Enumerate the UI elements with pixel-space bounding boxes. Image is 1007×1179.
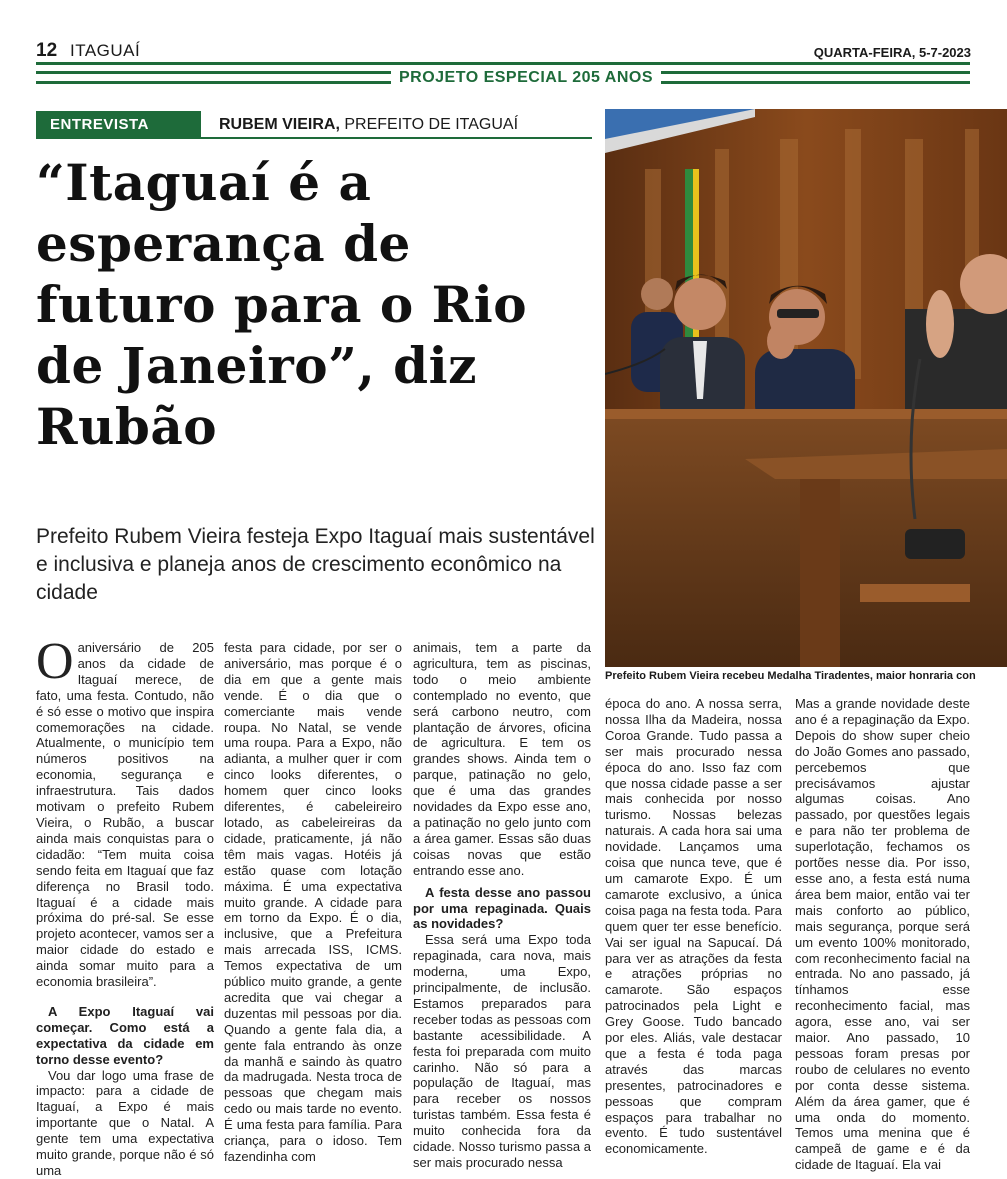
- paragraph: aniversário de 205 anos da cidade de Itaguaí merece, de fato, uma festa. Contudo, não é só esse o motivo que inspira comemorações na cidade. Atualmente, o município tem números positivos na economia, segurança e infraestrutura. Tais dados motivam o prefeito Rubem Vieira, o Rubão, a buscar ainda mais conquistas para o cidadão: “Tem muita coisa sendo feita em Itaguaí que faz diferença no Brasil todo. Itaguaí é a cidade mais próxima do pré-sal. Se esse projeto acontecer, vamos ser a maior cidade do estado e ainda somar muito para a economia brasileira”.: [36, 640, 214, 990]
- paragraph: época do ano. A nossa serra, nossa Ilha da Madeira, nossa Coroa Grande. Tudo passa a ser mais procurado nessa época do ano. Isso faz com que nossa cidade passe a ser mais conhecida por nosso turismo. Nossas belezas naturais. A cada hora sai uma novidade. Lançamos uma coisa que nunca teve, que é um camarote Expo. É um camarote exclusivo, a única coisa paga na festa toda. Para quem quer ter esse benefício. Vai ser igual na Sapucaí. Dá para ver as atrações da festa e atrações próprias no camarote. São espaços patrocinados pela Light e Grey Goose. Tudo bancado por eles. Aliás, vale destacar que a festa é toda paga através das marcas presentes, patrocinadores e pessoas que compram espaços para trabalhar no evento. É tudo sustentável economicamente.: [605, 696, 782, 1157]
- interview-question: A Expo Itaguaí vai começar. Como está a expectativa da cidade em torno desse evento?: [36, 1003, 214, 1067]
- interview-tag: ENTREVISTA: [36, 111, 201, 139]
- article-column-2: [224, 640, 402, 1165]
- interview-question: A festa desse ano passou por uma repaginada. Quais as novidades?: [413, 884, 591, 932]
- section-name: ITAGUAÍ: [70, 41, 141, 60]
- paragraph: Mas a grande novidade deste ano é a repaginação da Expo. Depois do show super cheio do João Gomes ano passado, percebemos que precisávamos ajustar algumas coisas. Ano passado, por questões legais e para não ter problema de superlotação, fechamos os portões nesse dia. Por isso, esse ano, a festa está numa área bem maior, então vai ter mais conforto ao público, mais segurança, porque será um evento 100% monitorado, com reconhecimento facial na entrada. No ano passado, já tínhamos esse reconhecimento facial, mas agora, esse ano, vai ser maior. Ano passado, 10 pessoas foram presas por roubo de celulares no evento por conta desse sistema. Além da área gamer, que é uma onda do momento. Temos uma menina que é campeã de game e é da cidade de Itaguaí. Ela vai: [795, 696, 970, 1173]
- kicker-underline: [201, 137, 592, 139]
- article-column-4: [605, 696, 782, 1157]
- photo-caption: Prefeito Rubem Vieira recebeu Medalha Tiradentes, maior honraria con: [605, 670, 976, 682]
- interviewee-role: PREFEITO DE ITAGUAÍ: [339, 116, 519, 133]
- article-column-5: [795, 696, 970, 1173]
- interviewee: [219, 116, 518, 134]
- headline: “Itaguaí é a esperança de futuro para o Rio de Janeiro”, diz Rubão: [36, 153, 528, 456]
- paragraph: animais, tem a parte da agricultura, tem as piscinas, todo o meio ambiente contemplado no evento, que será carbono neutro, com plantação de árvores, oficina de agricultura. E tem os grandes shows. Ainda tem o parque, patinação no gelo, que é uma das grandes novidades da Expo esse ano, a patinação no gelo junto com a área gamer. Essas são duas coisas novas que estão entrando esse ano.: [413, 640, 591, 878]
- header-rule: [36, 62, 970, 65]
- interviewee-name: RUBEM VIEIRA,: [219, 116, 340, 133]
- deck: Prefeito Rubem Vieira festeja Expo Itaguaí mais sustentável e inclusiva e planeja anos de crescimento econômico na cidade: [36, 525, 595, 604]
- ceremony-photo: [605, 109, 1007, 667]
- page-number: 12: [36, 40, 58, 61]
- paragraph: Essa será uma Expo toda repaginada, cara nova, mais moderna, uma Expo, principalmente, de inclusão. Estamos preparados para receber todas as pessoas com bastante acessibilidade. A festa foi preparada com muito carinho. Não só para a população de Itaguaí, mas para receber os nossos turistas também. Essa festa é muito conhecida fora da cidade. Nosso turismo passa a ser mais procurado nessa: [413, 932, 591, 1170]
- article-column-3: [413, 640, 591, 1171]
- issue-date: QUARTA-FEIRA, 5-7-2023: [813, 45, 971, 60]
- drop-cap: O: [36, 633, 74, 690]
- paragraph: Vou dar logo uma frase de impacto: para a cidade de Itaguaí, a Expo é mais importante que o Natal. A gente tem uma expectativa muito grande, porque não é só uma: [36, 1067, 214, 1178]
- article-column-1: [36, 633, 214, 1179]
- band-title: PROJETO ESPECIAL 205 ANOS: [391, 68, 661, 88]
- interview-kicker: [36, 111, 592, 139]
- section-band: [36, 68, 970, 88]
- paragraph: festa para cidade, por ser o aniversário, mas porque é o dia em que a gente mais vende. É o dia que o comerciante mais vende roupa. No Natal, se vende uma roupa. Para a Expo, não adianta, a mulher quer ir com cinco looks diferentes, o homem quer cinco looks diferentes, é cabeleireiro lotado, as cabeleireiras da cidade, praticamente, já não têm mais vagas. Hotéis já estão quase com lotação máxima. É uma expectativa muito grande. A cidade para em torno da Expo. É o dia, inclusive, que a Prefeitura mais arrecada ISS, ICMS. Temos expectativa de um público muito grande, a gente acredita que vai chegar a duzentas mil pessoas por dia. Quando a gente fala dia, a gente fala entrando às onze da manhã e saindo às quatro da madrugada. Nesta troca de pessoas que chegam mais cedo ou mais tarde no evento. É uma festa para família. Para criança, para o idoso. Tem fazendinha com: [224, 640, 402, 1164]
